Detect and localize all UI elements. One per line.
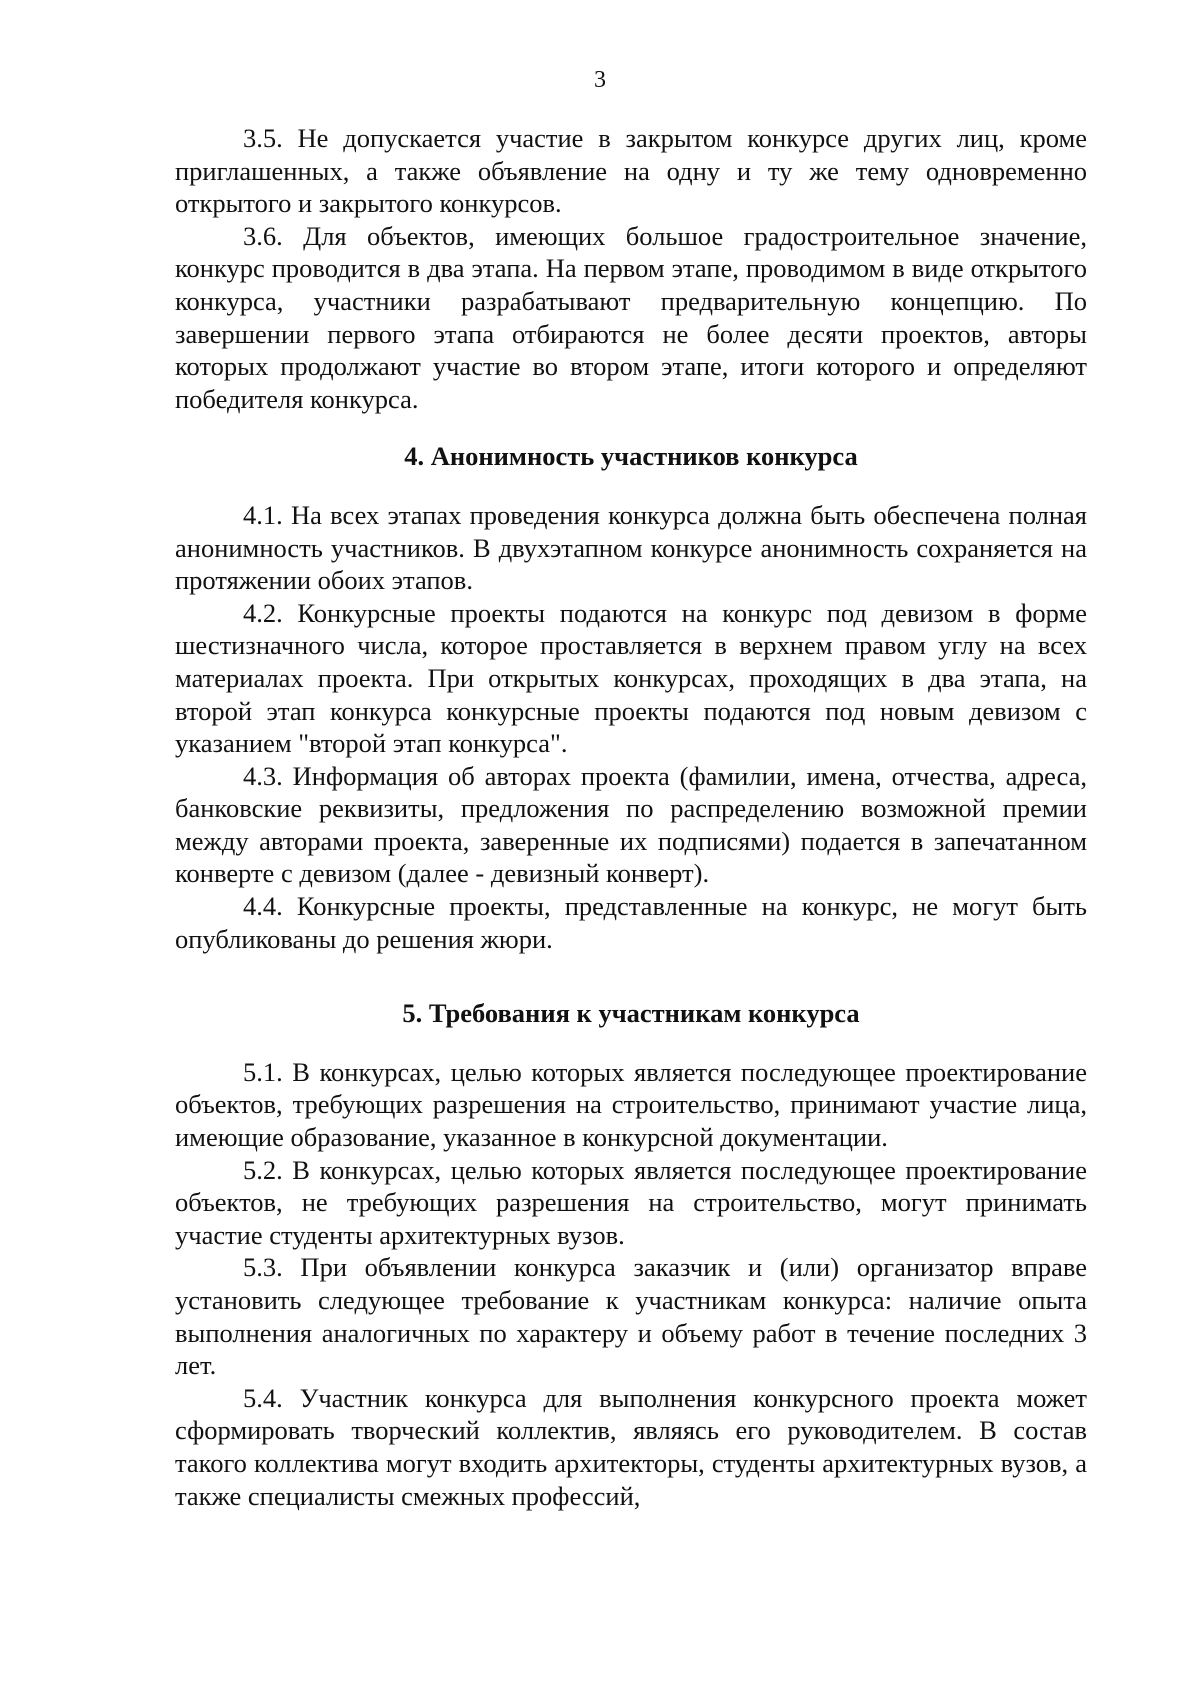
paragraph-4-3: 4.3. Информация об авторах проекта (фамилии, имена, отчества, адреса, банковские реквизиты, предложения по распределению возможной премии между авторами проекта, заверенные их подписями) подается в запечатанном конверте с девизом (далее - девизный конверт). [175,760,1087,889]
page-number: 3 [594,67,606,93]
paragraph-3-6: 3.6. Для объектов, имеющих большое градостроительное значение, конкурс проводится в два этапа. На первом этапе, проводимом в виде открытого конкурса, участники разрабатывают предварительную концепцию. По завершении первого этапа отбираются не более десяти проектов, авторы которых продолжают участие во втором этапе, итоги которого и определяют победителя конкурса. [175,220,1087,414]
paragraph-5-3: 5.3. При объявлении конкурса заказчик и (или) организатор вправе установить следующее требование к участникам конкурса: наличие опыта выполнения аналогичных по характеру и объему работ в течение последних 3 лет. [175,1252,1087,1381]
document-body [175,122,1087,1512]
section-heading-4: 4. Анонимность участников конкурса [404,441,858,472]
paragraph-5-4: 5.4. Участник конкурса для выполнения конкурсного проекта может сформировать творческий коллектив, являясь его руководителем. В состав такого коллектива могут входить архитекторы, студенты архитектурных вузов, а также специалисты смежных профессий, [175,1382,1087,1511]
paragraph-4-1: 4.1. На всех этапах проведения конкурса должна быть обеспечена полная анонимность участников. В двухэтапном конкурсе анонимность сохраняется на протяжении обоих этапов. [175,499,1087,596]
paragraph-3-5: 3.5. Не допускается участие в закрытом конкурсе других лиц, кроме приглашенных, а также объявление на одну и ту же тему одновременно открытого и закрытого конкурсов. [175,123,1087,219]
paragraph-5-2: 5.2. В конкурсах, целью которых является последующее проектирование объектов, не требующих разрешения на строительство, могут принимать участие студенты архитектурных вузов. [175,1154,1087,1250]
section-heading-5: 5. Требования к участникам конкурса [402,998,860,1029]
paragraph-5-1: 5.1. В конкурсах, целью которых является последующее проектирование объектов, требующих разрешения на строительство, принимают участие лица, имеющие образование, указанное в конкурсной документации. [175,1056,1087,1153]
paragraph-4-4: 4.4. Конкурсные проекты, представленные на конкурс, не могут быть опубликованы до решения жюри. [175,891,1087,954]
paragraph-4-2: 4.2. Конкурсные проекты подаются на конкурс под девизом в форме шестизначного числа, которое проставляется в верхнем правом углу на всех материалах проекта. При открытых конкурсах, проходящих в два этапа, на второй этап конкурса конкурсные проекты подаются под новым девизом с указанием "второй этап конкурса". [175,597,1087,759]
